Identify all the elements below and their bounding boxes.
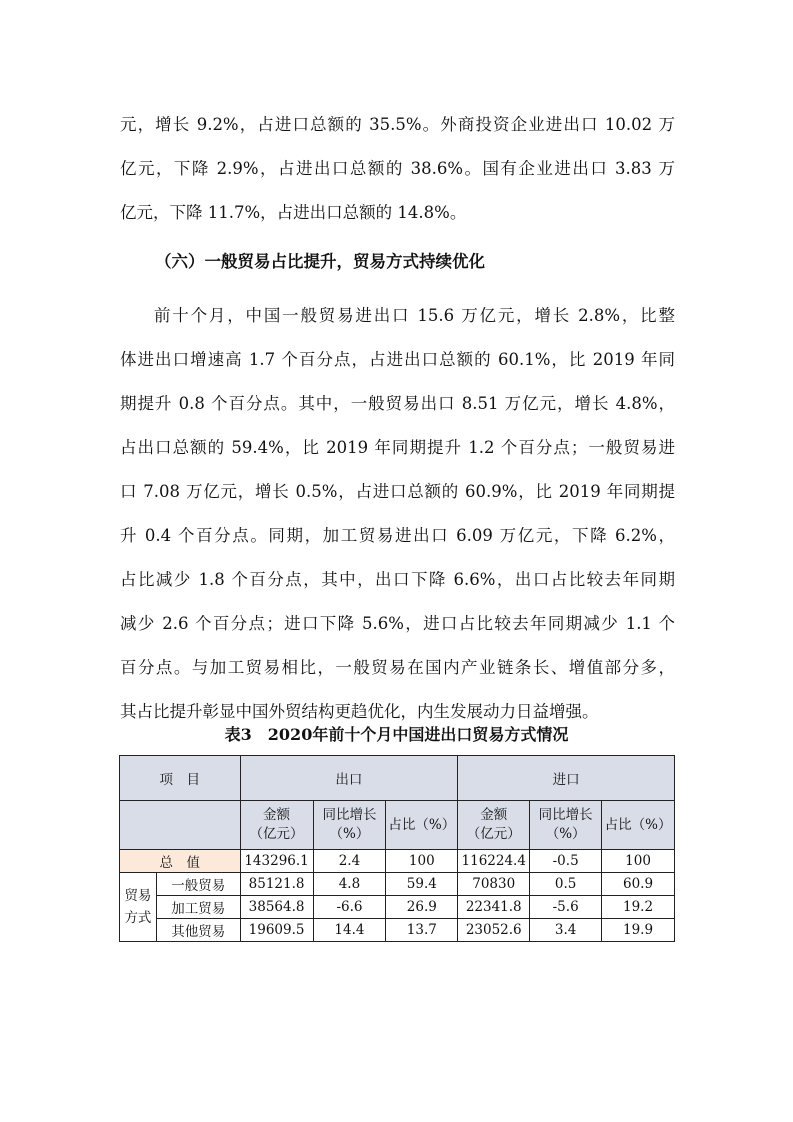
- row-label: 其他贸易: [156, 919, 240, 942]
- cell: 19.2: [602, 896, 675, 919]
- text-line: 亿元，下降 11.7%，占进出口总额的 14.8%。: [120, 203, 467, 222]
- header-export-amount: [240, 801, 313, 850]
- table-row-total: [120, 850, 675, 873]
- cell: 23052.6: [458, 919, 530, 942]
- header-growth-unit: （%）: [545, 826, 586, 842]
- text-line: 口 7.08 万亿元，增长 0.5%，占进口总额的 60.9%，比 2019 年同期提: [120, 482, 675, 501]
- trade-methods-table: [119, 755, 675, 942]
- cell: 0.5: [530, 873, 602, 896]
- text-line: 百分点。与加工贸易相比，一般贸易在国内产业链条长、增值部分多，: [120, 658, 675, 677]
- cell: 60.9: [602, 873, 675, 896]
- cell: 26.9: [386, 896, 458, 919]
- cell: 143296.1: [240, 850, 313, 873]
- cell: 100: [386, 850, 458, 873]
- header-amount-unit: （亿元）: [249, 826, 304, 842]
- header-item: 项 目: [120, 756, 241, 801]
- text-line: 期提升 0.8 个百分点。其中，一般贸易出口 8.51 万亿元，增长 4.8%，: [120, 394, 675, 413]
- header-amount-unit: （亿元）: [466, 826, 521, 842]
- table-row: [120, 896, 675, 919]
- paragraph-trade-methods: [120, 294, 675, 734]
- table-row: [120, 919, 675, 942]
- header-amount-label: 金额: [263, 807, 291, 823]
- cell: 100: [602, 850, 675, 873]
- text-line: 其占比提升彰显中国外贸结构更趋优化，内生发展动力日益增强。: [120, 702, 599, 721]
- header-growth-label: 同比增长: [322, 807, 377, 823]
- row-label: 一般贸易: [156, 873, 240, 896]
- table-subheader-row: [120, 801, 675, 850]
- table-row: [120, 873, 675, 896]
- cell: 116224.4: [458, 850, 530, 873]
- row-label: 加工贸易: [156, 896, 240, 919]
- header-import: 进口: [458, 756, 675, 801]
- table-caption: 表3 2020年前十个月中国进出口贸易方式情况: [224, 725, 569, 744]
- text-line: 减少 2.6 个百分点；进口下降 5.6%，进口占比较去年同期减少 1.1 个: [120, 614, 675, 633]
- header-import-share: 占比（%）: [602, 801, 675, 850]
- group-label: [120, 873, 157, 942]
- cell: 19.9: [602, 919, 675, 942]
- text-line: 占比减少 1.8 个百分点，其中，出口下降 6.6%，出口占比较去年同期: [120, 570, 675, 589]
- text-line: 升 0.4 个百分点。同期，加工贸易进出口 6.09 万亿元，下降 6.2%，: [120, 526, 675, 545]
- section-heading: （六）一般贸易占比提升，贸易方式持续优化: [155, 252, 485, 271]
- cell: -0.5: [530, 850, 602, 873]
- cell: -5.6: [530, 896, 602, 919]
- cell: 13.7: [386, 919, 458, 942]
- cell: 3.4: [530, 919, 602, 942]
- header-export-share: 占比（%）: [386, 801, 458, 850]
- text-line: 前十个月，中国一般贸易进出口 15.6 万亿元，增长 2.8%，比整: [154, 306, 675, 325]
- header-export-growth: [313, 801, 386, 850]
- cell: 38564.8: [240, 896, 313, 919]
- cell: 4.8: [313, 873, 386, 896]
- total-label: 总 值: [120, 850, 241, 873]
- cell: 85121.8: [240, 873, 313, 896]
- header-import-growth: [530, 801, 602, 850]
- header-growth-unit: （%）: [329, 826, 370, 842]
- group-label-line: 方式: [124, 910, 152, 926]
- cell: 70830: [458, 873, 530, 896]
- group-label-line: 贸易: [124, 888, 152, 904]
- header-export: 出口: [240, 756, 458, 801]
- cell: 14.4: [313, 919, 386, 942]
- table-header-row: [120, 756, 675, 801]
- cell: 22341.8: [458, 896, 530, 919]
- cell: 19609.5: [240, 919, 313, 942]
- paragraph-enterprise-types: [120, 103, 675, 235]
- text-line: 亿元，下降 2.9%，占进出口总额的 38.6%。国有企业进出口 3.83 万: [120, 159, 675, 178]
- cell: 2.4: [313, 850, 386, 873]
- header-amount-label: 金额: [480, 807, 508, 823]
- cell: -6.6: [313, 896, 386, 919]
- header-empty: [120, 801, 241, 850]
- text-line: 元，增长 9.2%，占进口总额的 35.5%。外商投资企业进出口 10.02 万: [120, 115, 675, 134]
- text-line: 体进出口增速高 1.7 个百分点，占进出口总额的 60.1%，比 2019 年同: [120, 350, 675, 369]
- header-import-amount: [458, 801, 530, 850]
- header-growth-label: 同比增长: [538, 807, 593, 823]
- text-line: 占出口总额的 59.4%，比 2019 年同期提升 1.2 个百分点；一般贸易进: [120, 438, 675, 457]
- cell: 59.4: [386, 873, 458, 896]
